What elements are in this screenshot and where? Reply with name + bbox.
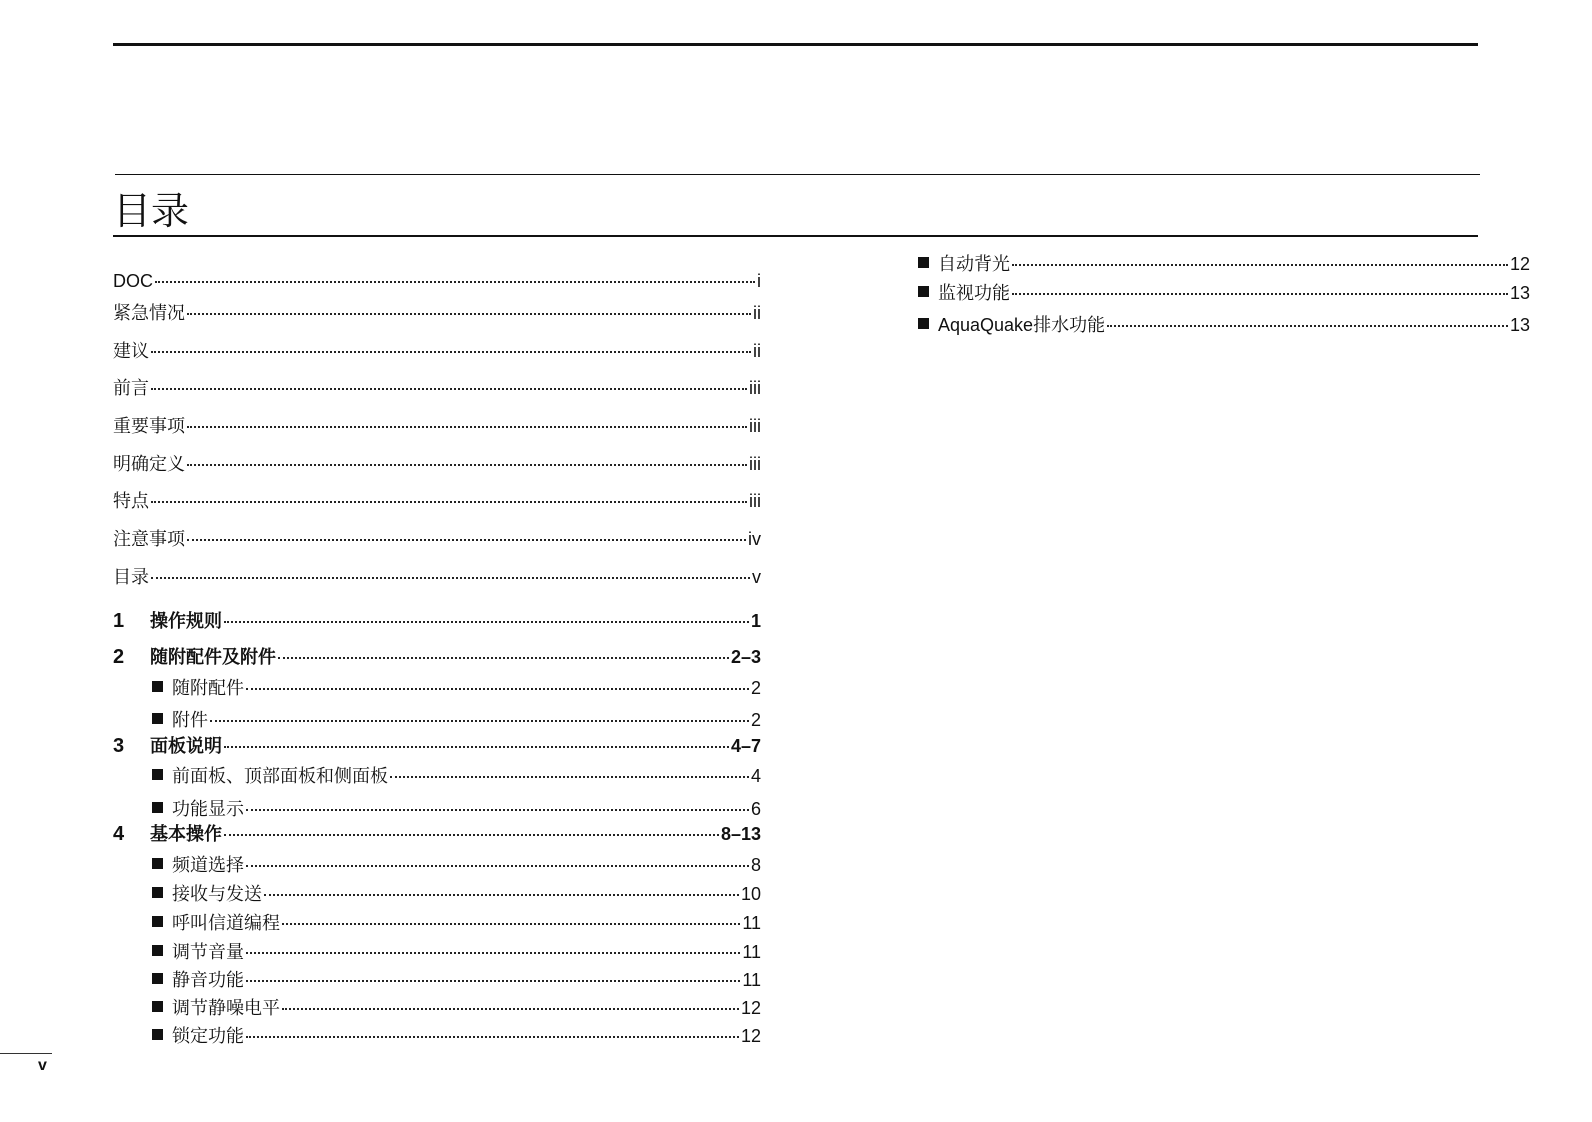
toc-entry-page: iii	[749, 416, 761, 436]
dot-leader	[1107, 325, 1508, 327]
dot-leader	[246, 952, 740, 954]
footer-rule	[0, 1053, 52, 1054]
section-label: 自动背光	[938, 254, 1010, 274]
section-page: 13	[1509, 315, 1530, 335]
section-label: 附件	[172, 710, 208, 730]
section-label: 频道选择	[172, 855, 244, 875]
section-label: 锁定功能	[172, 1026, 244, 1046]
toc-entry-precautions[interactable]	[113, 527, 761, 551]
square-bullet-icon	[152, 916, 163, 927]
section-label: 前面板、顶部面板和侧面板	[172, 766, 388, 786]
toc-section[interactable]	[152, 676, 761, 700]
chapter-label: 面板说明	[150, 736, 222, 756]
chapter-label: 操作规则	[150, 611, 222, 631]
toc-entry-definitions[interactable]	[113, 452, 761, 476]
toc-section[interactable]	[918, 252, 1530, 276]
section-label: 接收与发送	[172, 884, 262, 904]
chapter-page: 8–13	[720, 824, 761, 844]
dot-leader	[224, 621, 749, 623]
chapter-number: 3	[113, 735, 125, 757]
toc-entry-label: 重要事项	[113, 416, 185, 436]
toc-section[interactable]	[152, 911, 761, 935]
dot-leader	[224, 834, 719, 836]
toc-entry-label: 前言	[113, 378, 149, 398]
chapter-label: 基本操作	[150, 824, 222, 844]
toc-entry-features[interactable]	[113, 489, 761, 513]
page-number: v	[38, 1057, 47, 1074]
section-label: 静音功能	[172, 970, 244, 990]
top-rule	[113, 43, 1478, 46]
section-label: 调节静噪电平	[172, 998, 280, 1018]
dot-leader	[246, 980, 740, 982]
square-bullet-icon	[918, 257, 929, 268]
square-bullet-icon	[152, 973, 163, 984]
dot-leader	[224, 746, 729, 748]
chapter-page: 4–7	[730, 736, 761, 756]
dot-leader	[246, 809, 749, 811]
dot-leader	[1012, 264, 1508, 266]
dot-leader	[282, 1008, 739, 1010]
toc-entry-page: iii	[749, 491, 761, 511]
square-bullet-icon	[152, 802, 163, 813]
section-page: 10	[740, 884, 761, 904]
toc-section[interactable]	[918, 313, 1530, 337]
chapter-number: 4	[113, 823, 125, 845]
dot-leader	[187, 313, 751, 315]
toc-section[interactable]	[152, 996, 761, 1020]
square-bullet-icon	[152, 858, 163, 869]
dot-leader	[210, 720, 749, 722]
chapter-page: 1	[750, 611, 761, 631]
toc-entry-doc[interactable]	[113, 269, 761, 293]
toc-section[interactable]	[152, 882, 761, 906]
dot-leader	[151, 501, 747, 503]
toc-section[interactable]	[152, 940, 761, 964]
square-bullet-icon	[152, 887, 163, 898]
dot-leader	[282, 923, 740, 925]
square-bullet-icon	[152, 769, 163, 780]
dot-leader	[155, 281, 755, 283]
toc-section[interactable]	[918, 281, 1530, 305]
square-bullet-icon	[152, 681, 163, 692]
dot-leader	[246, 688, 749, 690]
dot-leader	[264, 894, 739, 896]
dot-leader	[1012, 293, 1508, 295]
square-bullet-icon	[918, 286, 929, 297]
section-page: 2	[750, 678, 761, 698]
square-bullet-icon	[152, 945, 163, 956]
square-bullet-icon	[152, 713, 163, 724]
dot-leader	[390, 776, 749, 778]
title-rule	[113, 235, 1478, 237]
toc-section[interactable]	[152, 797, 761, 821]
toc-entry-page: iii	[749, 454, 761, 474]
toc-entry-page: iii	[749, 378, 761, 398]
toc-section[interactable]	[152, 708, 761, 732]
toc-entry-label: 特点	[113, 491, 149, 511]
toc-chapter-1[interactable]	[113, 609, 761, 633]
section-page: 12	[1509, 254, 1530, 274]
toc-chapter-2[interactable]	[113, 645, 761, 669]
toc-entry-label: 目录	[113, 567, 149, 587]
chapter-number: 2	[113, 646, 125, 668]
section-label: 监视功能	[938, 283, 1010, 303]
toc-entry-label: DOC	[113, 271, 153, 291]
toc-entry-page: iv	[748, 529, 761, 549]
chapter-page: 2–3	[730, 647, 761, 667]
toc-section[interactable]	[152, 968, 761, 992]
section-page: 6	[750, 799, 761, 819]
toc-entry-label: 明确定义	[113, 454, 185, 474]
section-page: 2	[750, 710, 761, 730]
dot-leader	[246, 1036, 739, 1038]
dot-leader	[187, 464, 747, 466]
dot-leader	[278, 657, 729, 659]
section-label: AquaQuake排水功能	[938, 315, 1106, 335]
toc-chapter-4[interactable]	[113, 822, 761, 846]
toc-entry-page: v	[752, 567, 761, 587]
square-bullet-icon	[152, 1029, 163, 1040]
dot-leader	[246, 865, 749, 867]
dot-leader	[187, 426, 747, 428]
section-label: 调节音量	[172, 942, 244, 962]
section-page: 4	[750, 766, 761, 786]
section-page: 11	[742, 942, 761, 962]
toc-entry-label: 紧急情况	[113, 303, 185, 323]
square-bullet-icon	[918, 318, 929, 329]
section-label: 随附配件	[172, 678, 244, 698]
dot-leader	[151, 577, 750, 579]
section-page: 11	[742, 913, 761, 933]
square-bullet-icon	[152, 1001, 163, 1012]
toc-entry-recommendation[interactable]	[113, 339, 761, 363]
toc-entry-page: ii	[753, 341, 761, 361]
upper-rule	[115, 174, 1480, 175]
chapter-number: 1	[113, 610, 125, 632]
section-page: 8	[750, 855, 761, 875]
section-page: 12	[740, 1026, 761, 1046]
page-title: 目录	[113, 191, 190, 233]
toc-section[interactable]	[152, 853, 761, 877]
toc-entry-foreword[interactable]	[113, 376, 761, 400]
toc-chapter-3[interactable]	[113, 734, 761, 758]
dot-leader	[151, 351, 751, 353]
toc-entry-label: 建议	[113, 341, 149, 361]
toc-section[interactable]	[152, 1024, 761, 1048]
section-label: 呼叫信道编程	[172, 913, 280, 933]
toc-section[interactable]	[152, 764, 761, 788]
dot-leader	[151, 388, 747, 390]
toc-entry-page: i	[757, 271, 761, 291]
dot-leader	[187, 539, 746, 541]
toc-entry-emergency[interactable]	[113, 301, 761, 325]
toc-entry-page: ii	[753, 303, 761, 323]
section-page: 11	[742, 970, 761, 990]
toc-entry-important[interactable]	[113, 414, 761, 438]
section-page: 13	[1509, 283, 1530, 303]
section-label: 功能显示	[172, 799, 244, 819]
section-page: 12	[740, 998, 761, 1018]
chapter-label: 随附配件及附件	[150, 647, 276, 667]
toc-entry-label: 注意事项	[113, 529, 185, 549]
toc-entry-contents[interactable]	[113, 565, 761, 589]
